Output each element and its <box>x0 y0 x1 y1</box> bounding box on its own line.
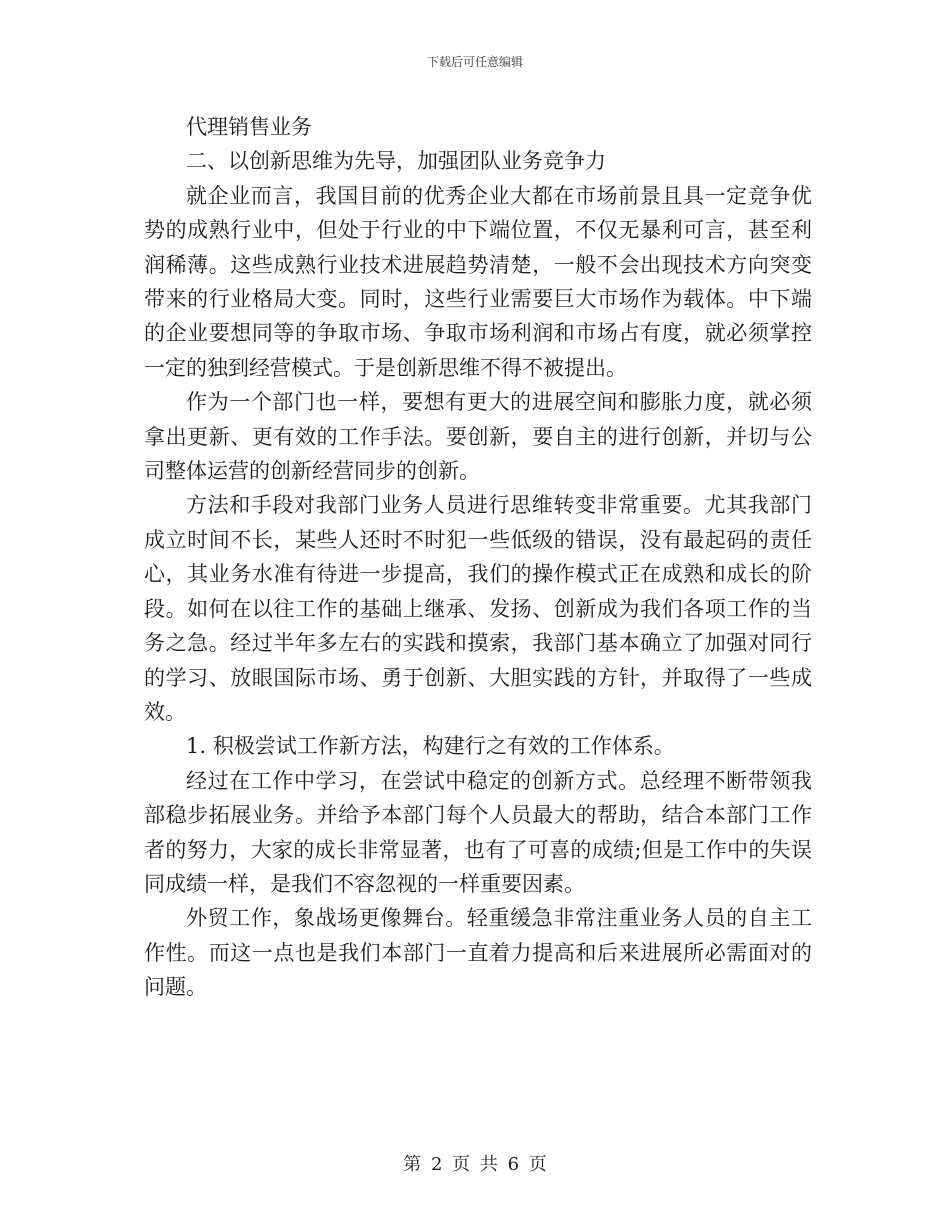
paragraph: 方法和手段对我部门业务人员进行思维转变非常重要。尤其我部门成立时间不长，某些人还时不时犯一些低级的错误，没有最起码的责任心，其业务水准有待进一步提高，我们的操作模式正在成熟和成长的阶段。如何在以往工作的基础上继承、发扬、创新成为我们各项工作的当务之急。经过半年多左右的实践和摸索，我部门基本确立了加强对同行的学习、放眼国际市场、勇于创新、大胆实践的方针，并取得了一些成效。 <box>144 493 812 724</box>
section-heading: 二、以创新思维为先导，加强团队业务竞争力 <box>186 149 606 174</box>
paragraph: 经过在工作中学习，在尝试中稳定的创新方式。总经理不断带领我部稳步拓展业务。并给予本部门每个人员最大的帮助，结合本部门工作者的努力，大家的成长非常显著，也有了可喜的成绩;但是工作中的失误同成绩一样，是我们不容忽视的一样重要因素。 <box>144 768 812 896</box>
paragraph: 就企业而言，我国目前的优秀企业大都在市场前景且具一定竞争优势的成熟行业中，但处于行业的中下端位置，不仅无暴利可言，甚至利润稀薄。这些成熟行业技术进展趋势清楚，一般不会出现技术方向突变带来的行业格局大变。同时，这些行业需要巨大市场作为载体。中下端的企业要想同等的争取市场、争取市场利润和市场占有度，就必须掌控一定的独到经营模式。于是创新思维不得不被提出。 <box>144 183 812 380</box>
paragraph: 外贸工作，象战场更像舞台。轻重缓急非常注重业务人员的自主工作性。而这一点也是我们本部门一直着力提高和后来进展所必需面对的问题。 <box>144 906 812 1000</box>
document-body <box>144 110 812 1005</box>
page-number-footer: 第 2 页 共 6 页 <box>403 1154 547 1175</box>
paragraph-continuation: 代理销售业务 <box>186 115 312 139</box>
page-header-note: 下载后可任意编辑 <box>426 55 523 69</box>
paragraph: 作为一个部门也一样，要想有更大的进展空间和膨胀力度，就必须拿出更新、更有效的工作手法。要创新，要自主的进行创新，并切与公司整体运营的创新经营同步的创新。 <box>144 390 812 484</box>
subsection-heading: 1. 积极尝试工作新方法，构建行之有效的工作体系。 <box>186 734 675 759</box>
